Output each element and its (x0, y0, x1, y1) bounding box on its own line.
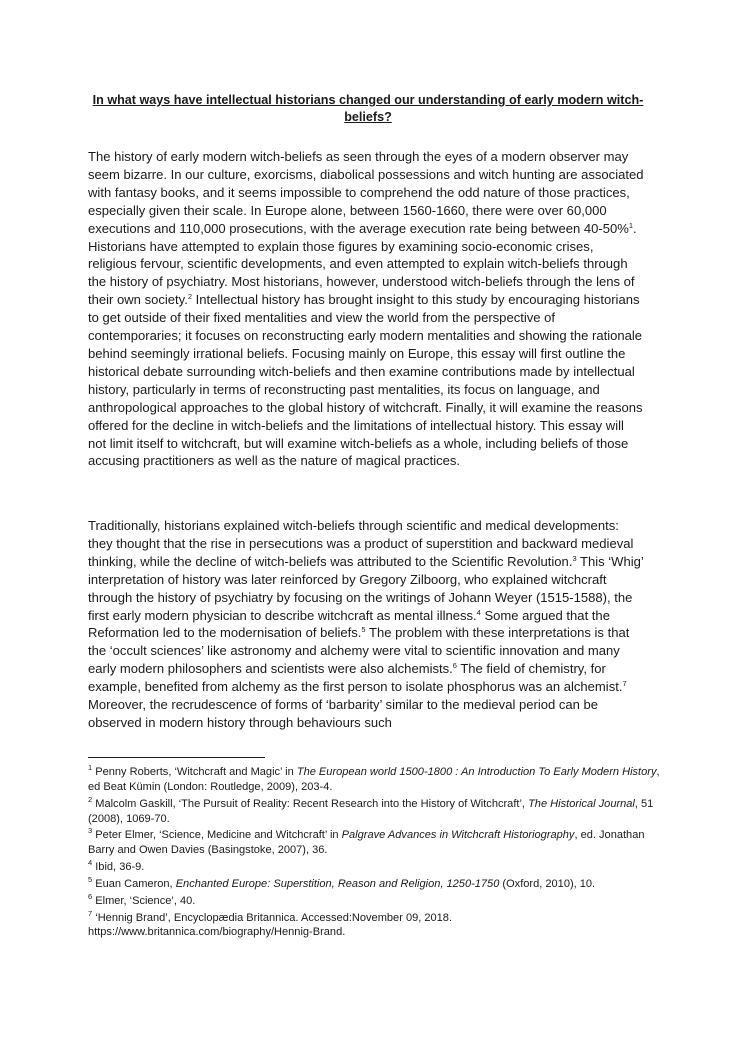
footnote-ref-5[interactable]: 5 (361, 625, 366, 635)
p2-text-d: The problem with these interpretations is that the ‘occult sciences’ like astronomy and alchemy were vital to scientific innovation and many early modern philosophers and scientists were also alchemists. (88, 625, 630, 677)
footnote-ref-4[interactable]: 4 (476, 607, 481, 617)
footnote-5-rest: (Oxford, 2010), 10. (499, 877, 596, 890)
footnote-number-3: 3 (88, 826, 93, 836)
footnote-ref-6[interactable]: 6 (452, 661, 457, 671)
footnote-5 (88, 874, 668, 892)
footnote-1 (88, 765, 668, 795)
footnote-5-text: Euan Cameron, (92, 877, 176, 890)
footnote-number-5: 5 (88, 874, 93, 884)
footnote-6-text: Elmer, ‘Science’, 40. (92, 894, 196, 907)
p2-text-c: Some argued that the Reformation led to the modernisation of beliefs. (88, 607, 610, 641)
footnote-7-text: ‘Hennig Brand’, Encyclopædia Britannica. Accessed:November 09, 2018. (92, 911, 453, 924)
essay-title: In what ways have intellectual historians changed our understanding of early modern witch-beliefs? (92, 93, 644, 124)
paragraph-introduction (88, 148, 644, 470)
document-page (88, 0, 660, 1038)
footnote-2 (88, 794, 668, 827)
footnote-number-4: 4 (88, 858, 93, 868)
footnote-3-text: Peter Elmer, ‘Science, Medicine and Witchcraft’ in (92, 829, 342, 842)
p2-text-b: This ‘Whig’ interpretation of history was later reinforced by Gregory Zilboorg, who explained witchcraft through the history of psychiatry by focusing on the writings of Johann Weyer (1515-1588), the first early modern physician to describe witchcraft as mental illness. (88, 553, 644, 623)
footnote-2-rest: , 51 (2008), 1069-70. (88, 797, 654, 825)
p1-text-a: The history of early modern witch-beliefs as seen through the eyes of a modern observer may seem bizarre. In our culture, exorcisms, diabolical possessions and witch hunting are associated with fantasy books, and it seems impossible to comprehend the odd nature of those practices, especially given their scale. In Europe alone, between 1560-1660, there were over 60,000 executions and 110,000 prosecutions, with the average execution rate being between 40-50% (88, 149, 644, 236)
footnote-5-title: Enchanted Europe: Superstition, Reason and Religion, 1250-1750 (175, 877, 500, 890)
footnote-number-6: 6 (88, 891, 93, 901)
footnote-2-title: The Historical Journal (528, 797, 635, 810)
footnote-3 (88, 828, 668, 858)
footnote-ref-2[interactable]: 2 (187, 292, 192, 302)
footnote-6 (88, 891, 668, 909)
footnote-4-text: Ibid, 36-9. (92, 861, 145, 874)
footnote-3-rest: , ed. Jonathan Barry and Owen Davies (Basingstoke, 2007), 36. (88, 829, 645, 857)
footnote-ref-7[interactable]: 7 (622, 679, 627, 689)
p1-text-c: Intellectual history has brought insight to this study by encouraging historians to get outside of their fixed mentalities and view the world from the perspective of contemporaries; it focuses on reconstructing early modern mentalities and showing the rationale behind seemingly irrational beliefs. Focusing mainly on Europe, this essay will first outline the historical debate surrounding witch-beliefs and then examine contributions made by intellectual history, particularly in terms of reconstructing past mentalities, its focus on language, and anthropological approaches to the global history of witchcraft. Finally, it will examine the reasons offered for the decline in witch-beliefs and the limitations of intellectual history. This essay will not limit itself to witchcraft, but will examine witch-beliefs as a whole, including beliefs of those accusing practitioners as well as the nature of magical practices. (88, 292, 643, 469)
footnote-4 (88, 860, 668, 875)
footnote-ref-1[interactable]: 1 (628, 220, 634, 230)
footnote-3-title: Palgrave Advances in Witchcraft Historiography (341, 829, 575, 842)
footnote-number-1: 1 (88, 763, 93, 772)
footnote-number-7: 7 (88, 908, 93, 918)
p2-text-f: Moreover, the recrudescence of forms of ‘barbarity’ similar to the medieval period can be observed in modern history through behaviours such (88, 697, 599, 730)
p1-text-b: . Historians have attempted to explain those figures by examining socio-economic crises, religious fervour, scientific developments, and even attempted to explain witch-beliefs through the history of psychiatry. Most historians, however, understood witch-beliefs through the lens of their own society. (88, 220, 637, 308)
footnote-7-url[interactable]: https://www.britannica.com/biography/Hennig-Brand. (88, 926, 346, 939)
footnotes (88, 765, 668, 942)
footnote-1-rest: , ed Beat Kümin (London: Routledge, 2009), 203-4. (88, 766, 660, 793)
footnote-2-text: Malcolm Gaskill, ‘The Pursuit of Reality: Recent Research into the History of Witchcraft’, (92, 797, 529, 810)
p2-text-a: Traditionally, historians explained witch-beliefs through scientific and medical developments: they thought that the rise in persecutions was a product of superstition and backward medieval thinking, while the decline of witch-beliefs was attributed to the Scientific Revolution. (88, 518, 634, 569)
footnote-7 (88, 908, 668, 941)
footnote-number-2: 2 (88, 794, 93, 804)
p2-text-e: The field of chemistry, for example, benefited from alchemy as the first person to isolate phosphorus was an alchemist. (88, 661, 623, 695)
paragraph-historiography (88, 517, 644, 732)
footnote-1-text: Penny Roberts, ‘Witchcraft and Magic’ in (92, 766, 297, 778)
footnote-separator (88, 757, 265, 758)
footnote-ref-3[interactable]: 3 (572, 553, 577, 563)
footnote-1-title: The European world 1500-1800 : An Introduction To Early Modern History (296, 766, 657, 778)
